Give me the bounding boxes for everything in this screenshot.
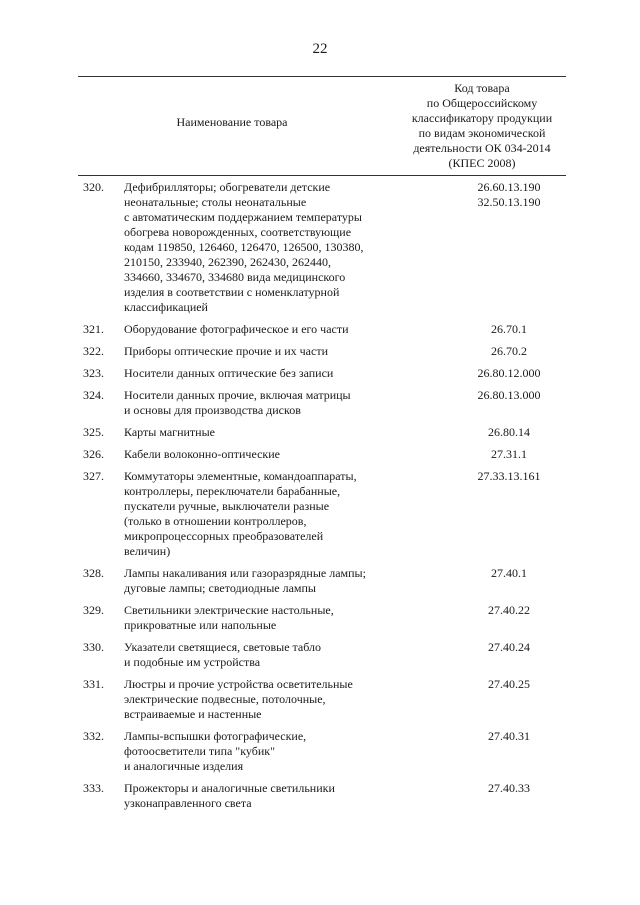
row-number: 325. [83,425,104,439]
row-code: 27.40.25 [488,677,530,691]
row-code: 27.40.24 [488,640,530,654]
row-code: 26.70.1 [491,322,527,336]
row-code: 26.70.2 [491,344,527,358]
table-row [0,640,640,670]
table-row [0,603,640,633]
table-top-rule [78,76,566,77]
row-name: Прожекторы и аналогичные светильники узконаправленного света [124,781,335,810]
table-row [0,180,640,315]
table-row [0,447,640,462]
row-name: Кабели волоконно-оптические [124,447,280,461]
row-name: Указатели светящиеся, световые табло и подобные им устройства [124,640,322,669]
table-body [0,180,640,818]
row-code: 26.60.13.190 32.50.13.190 [477,180,541,209]
row-number: 328. [83,566,104,580]
table-row [0,322,640,337]
row-code: 27.31.1 [491,447,527,461]
row-number: 333. [83,781,104,795]
row-name: Лампы накаливания или газоразрядные лампы; дуговые лампы; светодиодные лампы [124,566,366,595]
row-number: 324. [83,388,104,402]
row-code: 26.80.14 [488,425,530,439]
table-row [0,388,640,418]
row-name: Носители данных прочие, включая матрицы и основы для производства дисков [124,388,351,417]
row-name: Оборудование фотографическое и его части [124,322,349,336]
row-number: 323. [83,366,104,380]
row-name: Приборы оптические прочие и их части [124,344,328,358]
row-code: 27.40.22 [488,603,530,617]
row-code: 27.33.13.161 [477,469,541,483]
header-bottom-rule [78,175,566,176]
row-name: Лампы-вспышки фотографические, фотоосветители типа "кубик" и аналогичные изделия [124,729,307,773]
table-row [0,344,640,359]
row-code: 27.40.33 [488,781,530,795]
row-code: 27.40.31 [488,729,530,743]
row-number: 321. [83,322,104,336]
row-number: 327. [83,469,104,483]
row-name: Носители данных оптические без записи [124,366,334,380]
page-number: 22 [312,41,328,57]
table-row [0,366,640,381]
row-name: Дефибрилляторы; обогреватели детские неонатальные; столы неонатальные с автоматическим поддержанием температуры обогрева новорожденных, соответствующие кодам 119850, 126460, 126470, 126500, 130380, 210150, 233940, 262390, 262430, 262440, 334660, 334670, 334680 вида медицинского изделия в соответствии с номенклатурной классификацией [124,180,364,314]
row-name: Светильники электрические настольные, прикроватные или напольные [124,603,334,632]
header-code: Код товара по Общероссийскому классификатору продукции по видам экономической деятельности ОК 034-2014 (КПЕС 2008) [411,81,553,170]
table-row [0,729,640,774]
table-row [0,781,640,811]
header-name: Наименование товара [176,115,288,129]
row-name: Коммутаторы элементные, командоаппараты, контроллеры, переключатели барабанные, пускатели ручные, выключатели разные (только в отношении контроллеров, микропроцессорных преобразователей величин) [124,469,357,558]
row-number: 332. [83,729,104,743]
table-row [0,677,640,722]
row-number: 320. [83,180,104,194]
row-code: 26.80.13.000 [477,388,541,402]
table-row [0,566,640,596]
row-number: 322. [83,344,104,358]
table-row [0,469,640,559]
row-number: 329. [83,603,104,617]
row-name: Карты магнитные [124,425,215,439]
row-number: 330. [83,640,104,654]
row-name: Люстры и прочие устройства осветительные электрические подвесные, потолочные, встраиваемые и настенные [124,677,353,721]
row-number: 326. [83,447,104,461]
table-row [0,425,640,440]
row-number: 331. [83,677,104,691]
row-code: 26.80.12.000 [477,366,541,380]
row-code: 27.40.1 [491,566,527,580]
